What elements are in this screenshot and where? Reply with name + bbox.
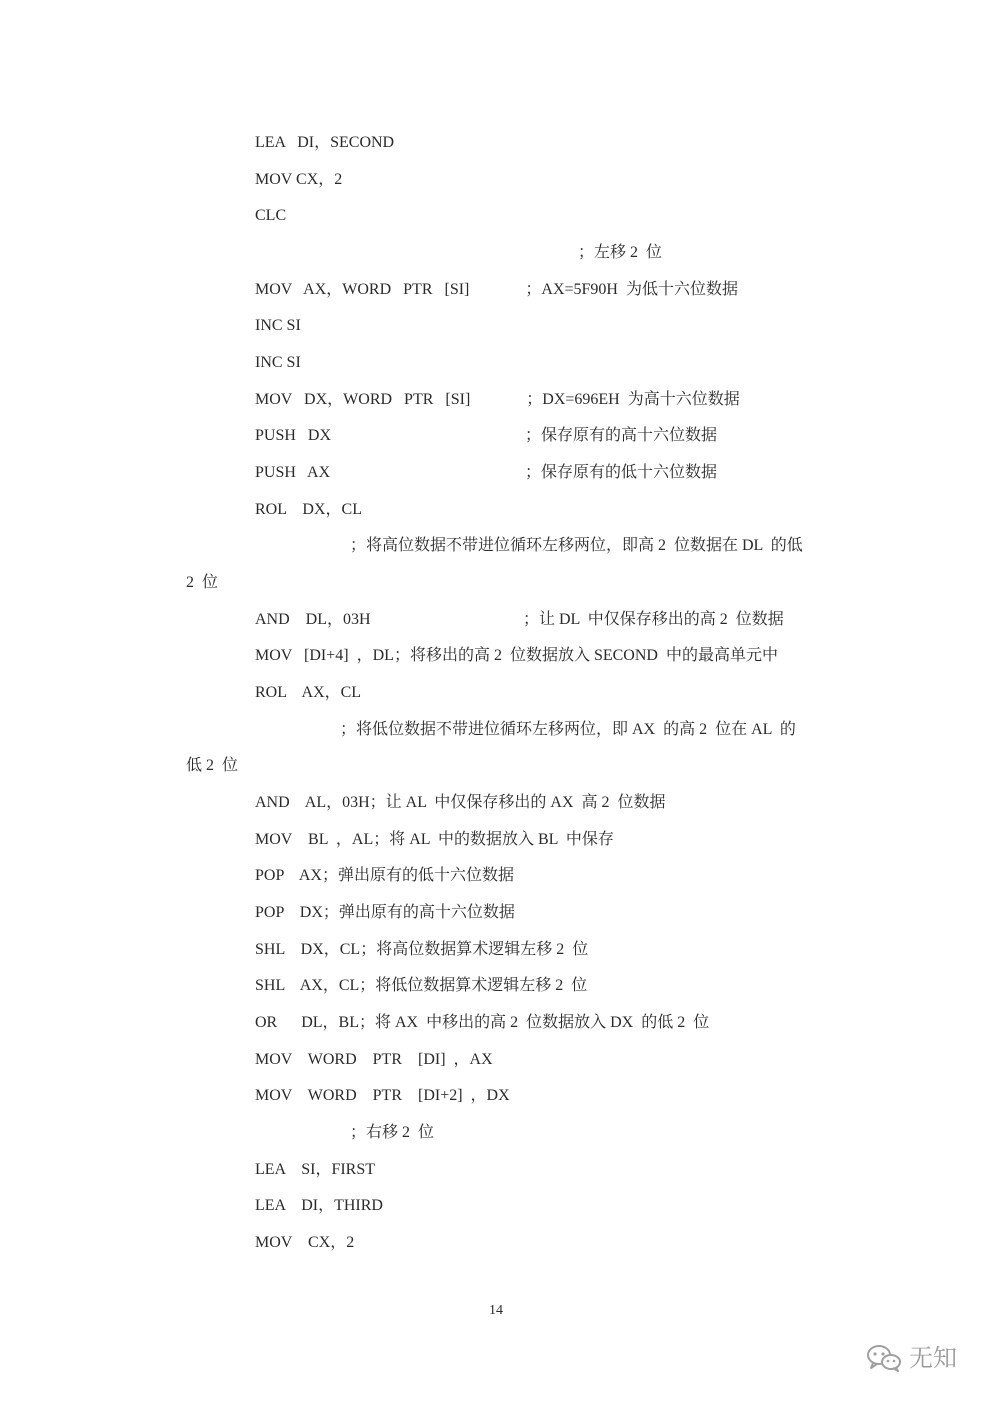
code-line: MOV CX，2 [255, 1234, 355, 1251]
code-comment-continuation: 2 位 [186, 574, 219, 591]
code-line: SHL DX，CL；将高位数据算术逻辑左移 2 位 [255, 941, 589, 958]
code-line: AND AL，03H；让 AL 中仅保存移出的 AX 高 2 位数据 [255, 794, 666, 811]
code-line: POP AX；弹出原有的低十六位数据 [255, 867, 514, 884]
code-line: ROL DX，CL [255, 501, 362, 518]
code-comment: ；保存原有的低十六位数据 [525, 464, 718, 481]
page-number: 14 [489, 1303, 503, 1318]
code-comment: ；右移 2 位 [350, 1124, 435, 1141]
wechat-icon [865, 1343, 903, 1373]
code-line: LEA SI，FIRST [255, 1161, 376, 1178]
code-line: MOV [DI+4] ，DL；将移出的高 2 位数据放入 SECOND 中的最高单元中 [255, 647, 778, 664]
code-line: MOV CX，2 [255, 171, 343, 188]
code-comment: ；左移 2 位 [578, 244, 663, 261]
code-line: MOV WORD PTR [DI] ，AX [255, 1051, 493, 1068]
code-line: LEA DI，THIRD [255, 1197, 383, 1214]
code-line: MOV WORD PTR [DI+2] ，DX [255, 1087, 510, 1104]
watermark-text: 无知 [909, 1344, 957, 1372]
watermark [865, 1343, 957, 1373]
code-line: MOV BL ，AL；将 AL 中的数据放入 BL 中保存 [255, 831, 614, 848]
code-comment-continuation: 低 2 位 [186, 757, 239, 774]
code-line: AND DL，03H [255, 611, 371, 628]
code-line: MOV AX，WORD PTR [SI] ；AX=5F90H 为低十六位数据 [255, 281, 738, 298]
code-line: ROL AX，CL [255, 684, 362, 701]
code-line: OR DL，BL；将 AX 中移出的高 2 位数据放入 DX 的低 2 位 [255, 1014, 710, 1031]
code-line: INC SI [255, 317, 301, 334]
code-line: LEA DI，SECOND [255, 134, 395, 151]
code-comment: ；将高位数据不带进位循环左移两位，即高 2 位数据在 DL 的低 [350, 537, 803, 554]
code-comment: ；保存原有的高十六位数据 [525, 427, 718, 444]
code-comment: ；将低位数据不带进位循环左移两位，即 AX 的高 2 位在 AL 的 [340, 721, 796, 738]
code-line: INC SI [255, 354, 301, 371]
code-line: SHL AX，CL；将低位数据算术逻辑左移 2 位 [255, 977, 588, 994]
code-line: PUSH DX [255, 427, 332, 444]
code-line: CLC [255, 207, 287, 224]
code-line: MOV DX，WORD PTR [SI] ；DX=696EH 为高十六位数据 [255, 391, 740, 408]
code-line: PUSH AX [255, 464, 331, 481]
code-comment: ；让 DL 中仅保存移出的高 2 位数据 [523, 611, 784, 628]
code-line: POP DX；弹出原有的高十六位数据 [255, 904, 515, 921]
